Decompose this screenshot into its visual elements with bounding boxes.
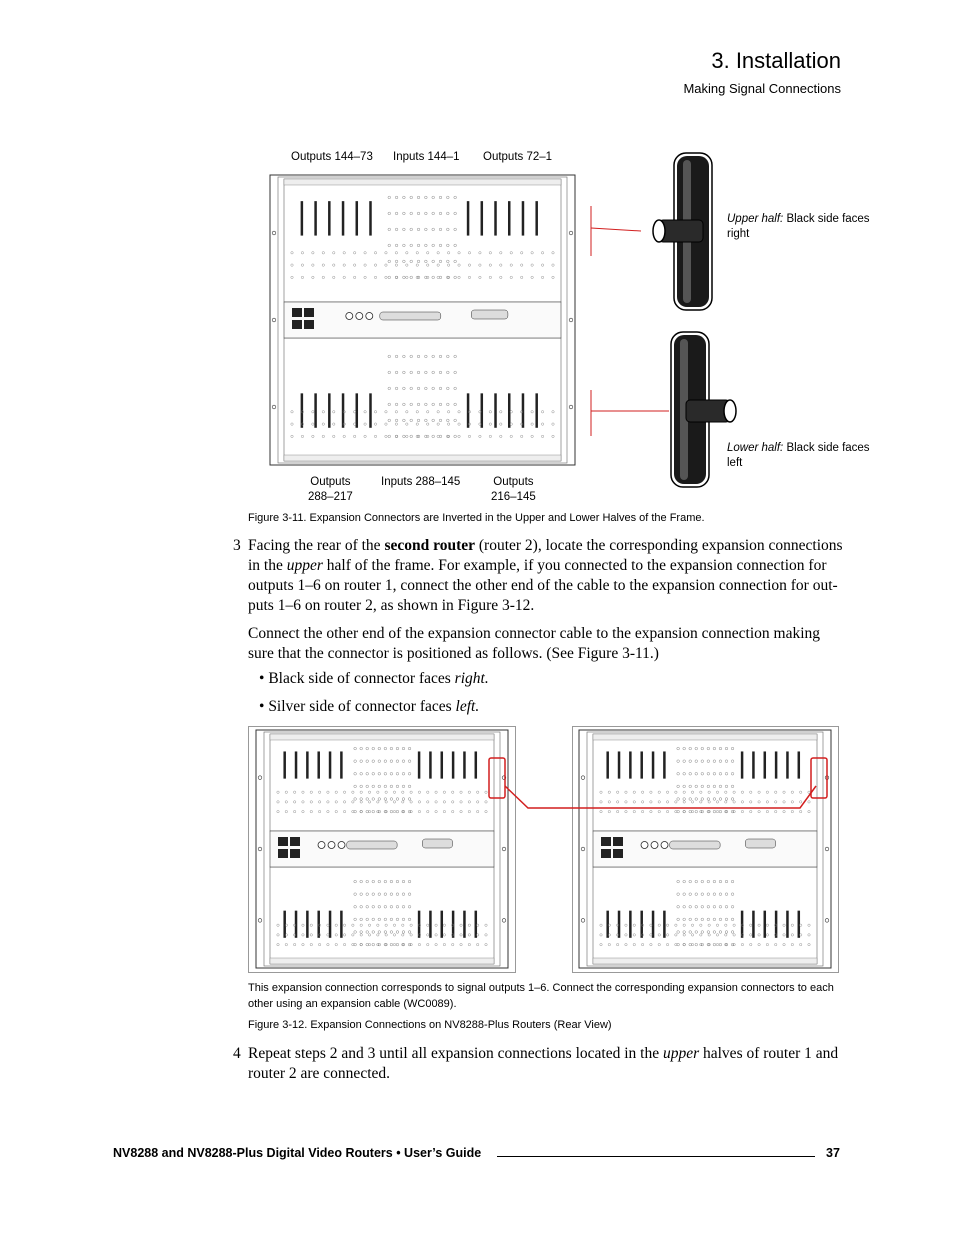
page-number: 37 (826, 1146, 840, 1160)
footer-rule (497, 1156, 815, 1157)
router-upper-half (270, 175, 575, 465)
figure-3-12-caption: Figure 3-12. Expansion Connections on NV8288-Plus Routers (Rear View) (248, 1019, 612, 1031)
router-1-rear (256, 730, 508, 968)
bullet-black-side: • Black side of connector faces right. (259, 670, 489, 687)
lower-half-note: Lower half: Black side faces left (727, 442, 870, 469)
step-3-text: Facing the rear of the second router (router 2), locate the corresponding expansion connections in the upper half of the frame. For example, if you connected to the expansion connection for outputs 1–6 on router 1, connect the other end of the cable to the expansion connection for out- puts 1–6 on router 2, as shown in Figure 3-12. (248, 537, 843, 614)
label-outputs-216-145: Outputs 216–145 (491, 476, 536, 503)
bullet-silver-side: • Silver side of connector faces left. (259, 698, 480, 715)
two-router-diagram (248, 726, 840, 974)
figure-3-12-note: This expansion connection corresponds to signal outputs 1–6. Connect the corresponding expansion connectors to each other using an expansion cable (WC0089). (248, 982, 834, 1010)
label-inputs-288-145: Inputs 288–145 (381, 476, 461, 488)
figure-3-11-caption: Figure 3-11. Expansion Connectors are Inverted in the Upper and Lower Halves of the Frame. (248, 512, 705, 524)
router-2-rear (579, 730, 831, 968)
section-title: Making Signal Connections (683, 81, 841, 96)
step-3-connect-text: Connect the other end of the expansion connector cable to the expansion connection making sure that the connector is positioned as follows. (See Figure 3-11.) (248, 625, 821, 662)
router-rear-panel-diagram (265, 170, 585, 470)
step-4-number: 4 (233, 1045, 241, 1062)
label-outputs-144-73: Outputs 144–73 (291, 151, 373, 163)
step-4-text: Repeat steps 2 and 3 until all expansion connections located in the upper halves of router 1 and router 2 are connected. (248, 1045, 839, 1082)
upper-half-note: Upper half: Black side faces right (727, 213, 870, 240)
upper-connector-illustration (645, 150, 725, 315)
label-inputs-144-1: Inputs 144–1 (393, 151, 460, 163)
chapter-title: 3. Installation (711, 48, 841, 73)
label-outputs-72-1: Outputs 72–1 (483, 151, 553, 163)
step-3-number: 3 (233, 537, 241, 554)
label-outputs-288-217: Outputs 288–217 (308, 476, 353, 503)
footer-title: NV8288 and NV8288-Plus Digital Video Routers • User’s Guide (113, 1146, 482, 1160)
